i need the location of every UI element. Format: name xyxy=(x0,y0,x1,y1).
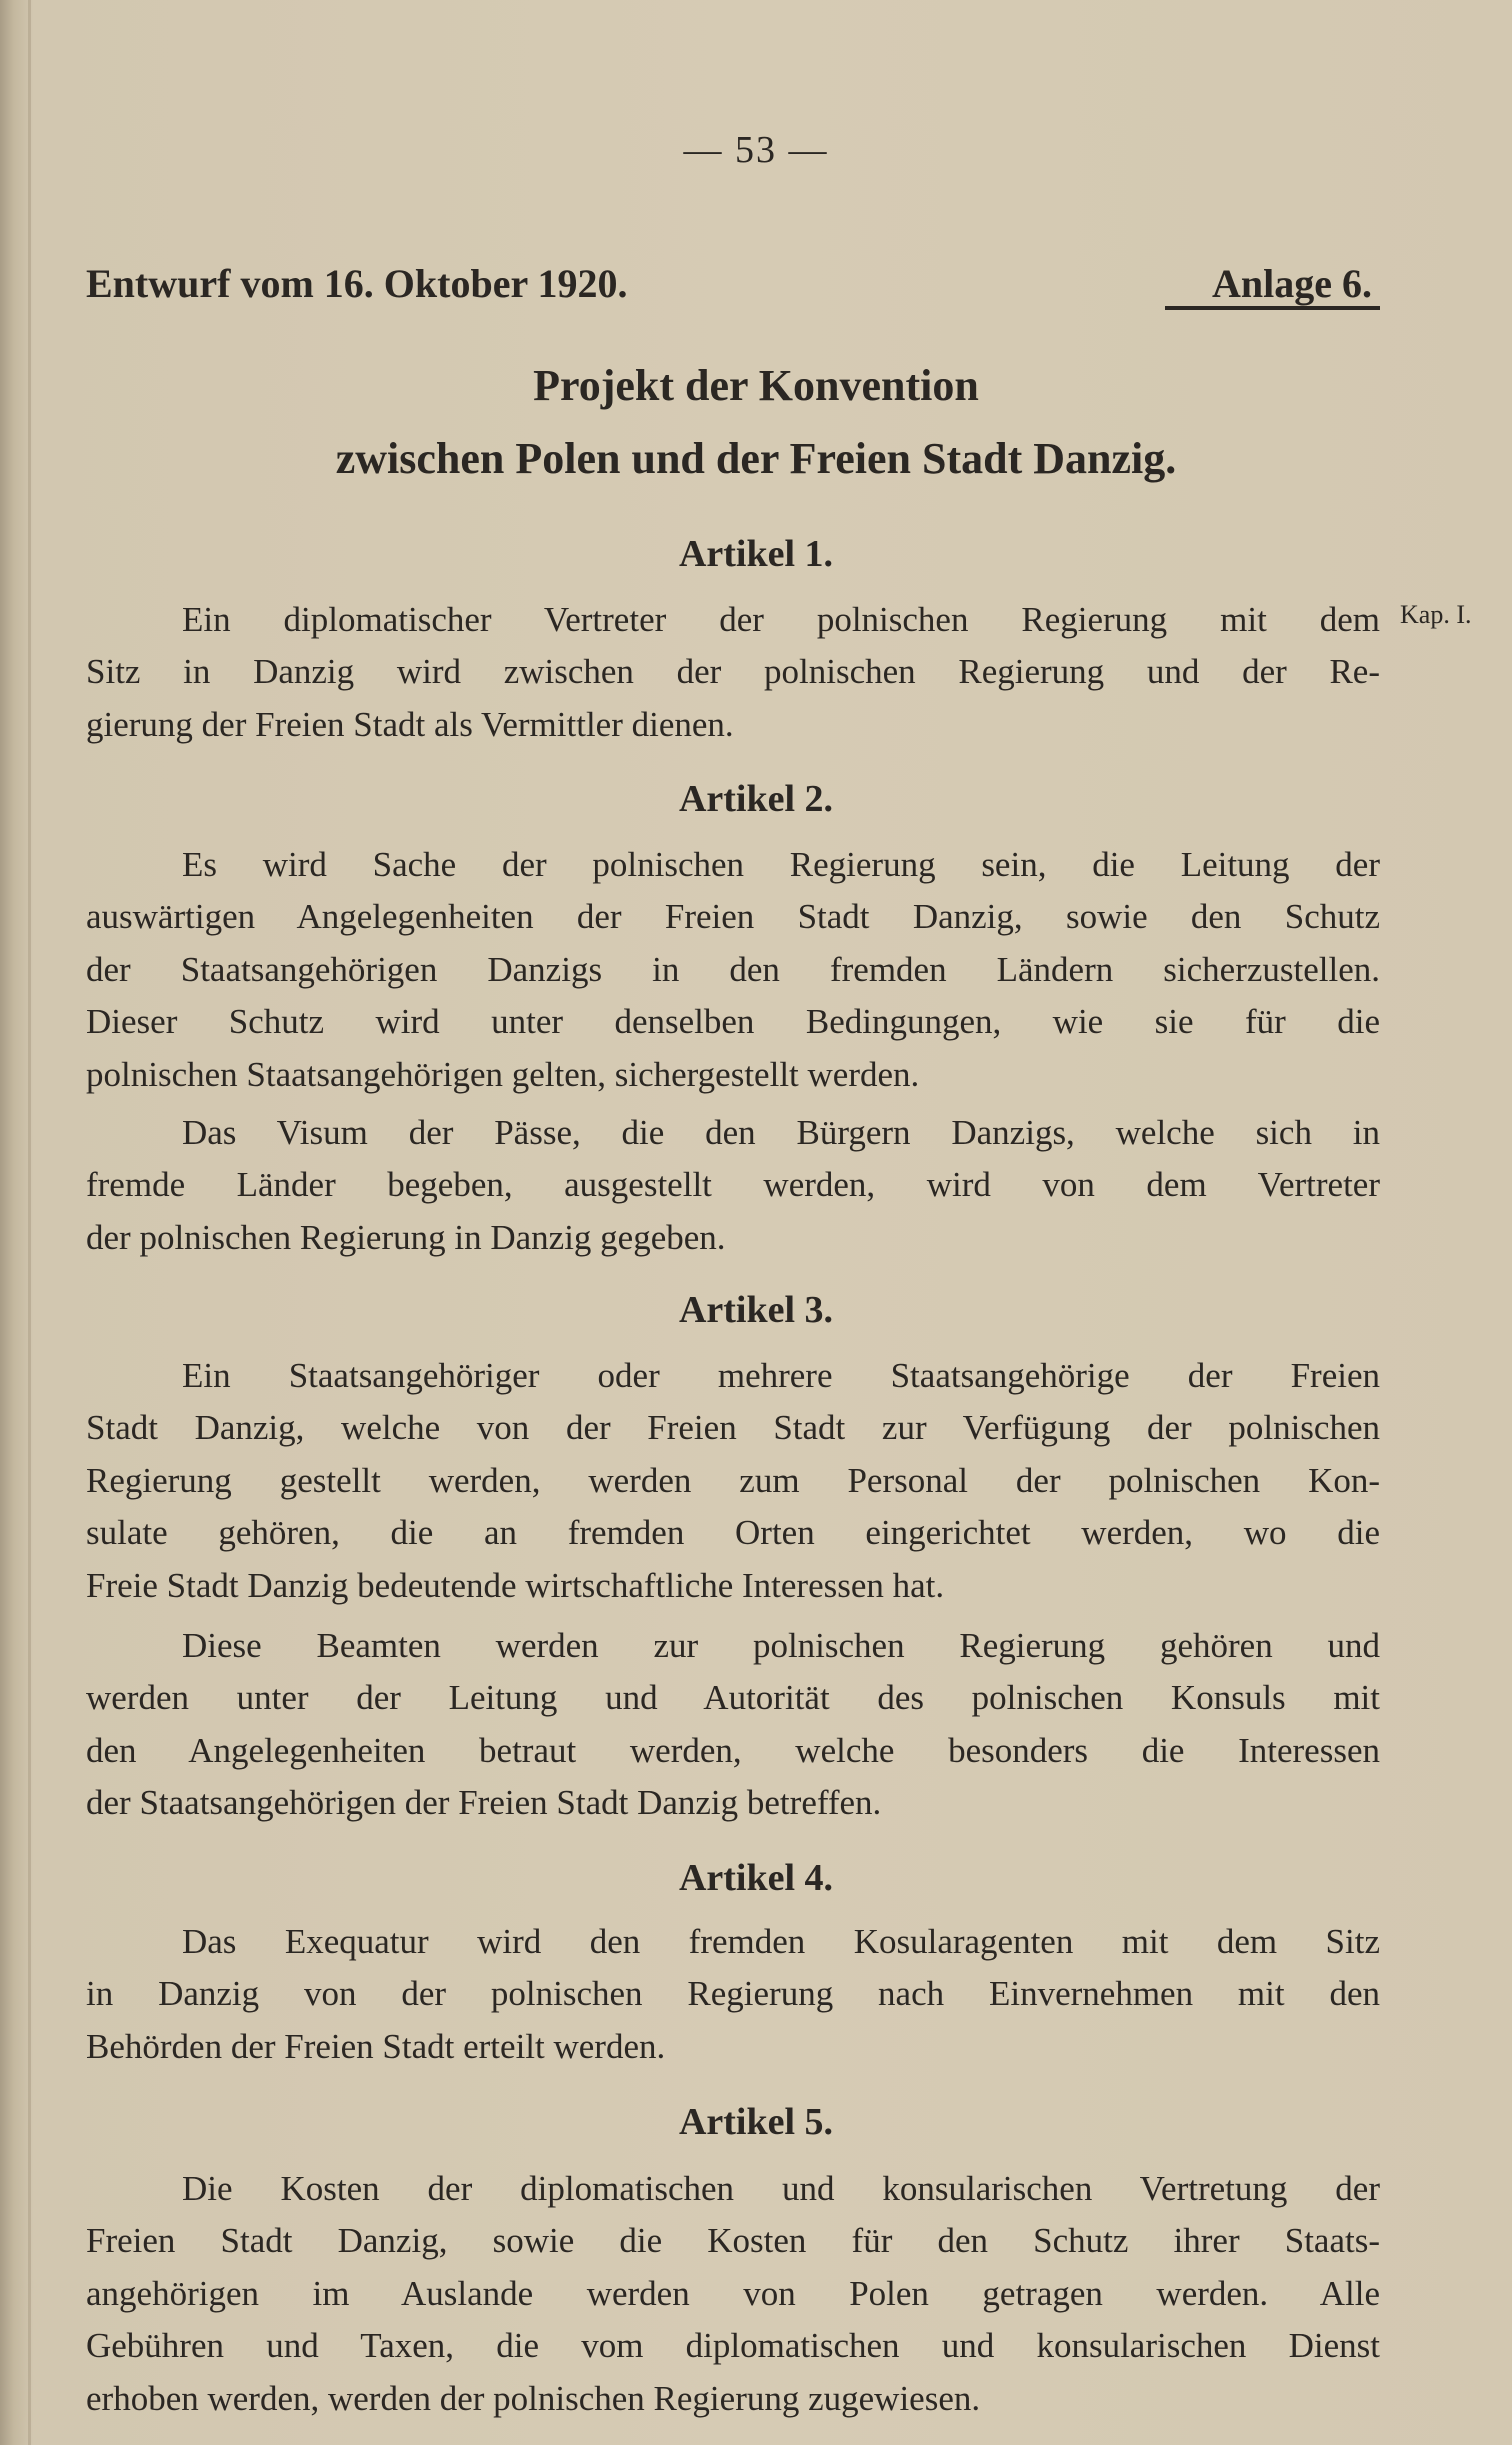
article-paragraph xyxy=(86,1350,1380,1612)
article-heading: Artikel 5. xyxy=(678,2101,834,2143)
text-line: Es wird Sache der polnischen Regierung sein, die Leitung der xyxy=(182,845,1380,884)
article-paragraph xyxy=(86,1107,1380,1264)
text-line: Ein diplomatischer Vertreter der polnischen Regierung mit dem xyxy=(182,600,1380,639)
text-line: der Staatsangehörigen Danzigs in den fremden Ländern sicherzustellen. xyxy=(86,949,1380,989)
text-line: Sitz in Danzig wird zwischen der polnischen Regierung und der Re- xyxy=(86,652,1380,692)
article-heading: Artikel 2. xyxy=(678,778,834,820)
text-line: Gebühren und Taxen, die vom diplomatischen und konsularischen Dienst xyxy=(86,2326,1380,2366)
article-heading: Artikel 1. xyxy=(678,533,834,575)
text-line: Ein Staatsangehöriger oder mehrere Staatsangehörige der Freien xyxy=(182,1356,1380,1395)
text-line: Freie Stadt Danzig bedeutende wirtschaftliche Interessen hat. xyxy=(86,1565,945,1605)
text-line: Regierung gestellt werden, werden zum Personal der polnischen Kon- xyxy=(86,1460,1380,1500)
document-title-line-2: zwischen Polen und der Freien Stadt Danzig. xyxy=(335,434,1177,483)
article-paragraph xyxy=(86,1620,1380,1830)
text-line: den Angelegenheiten betraut werden, welche besonders die Interessen xyxy=(86,1730,1380,1770)
text-line: polnischen Staatsangehörigen gelten, sichergestellt werden. xyxy=(86,1054,920,1094)
page-number: — 53 — xyxy=(683,129,829,171)
text-line: fremde Länder begeben, ausgestellt werden, wird von dem Vertreter xyxy=(86,1165,1380,1205)
margin-note: Kap. I. xyxy=(1400,600,1472,629)
text-line: werden unter der Leitung und Autorität des polnischen Konsuls mit xyxy=(86,1678,1380,1718)
annex-underline xyxy=(1165,306,1380,310)
text-line: Freien Stadt Danzig, sowie die Kosten für den Schutz ihrer Staats- xyxy=(86,2221,1380,2261)
text-line: Stadt Danzig, welche von der Freien Stadt zur Verfügung der polnischen xyxy=(86,1408,1380,1448)
article-paragraph xyxy=(86,594,1380,751)
article-heading: Artikel 3. xyxy=(678,1289,834,1331)
text-line: Dieser Schutz wird unter denselben Bedingungen, wie sie für die xyxy=(86,1002,1380,1042)
text-line: in Danzig von der polnischen Regierung nach Einvernehmen mit den xyxy=(86,1974,1380,2014)
text-line: Die Kosten der diplomatischen und konsularischen Vertretung der xyxy=(182,2169,1380,2208)
text-line: erhoben werden, werden der polnischen Regierung zugewiesen. xyxy=(86,2378,981,2418)
article-paragraph xyxy=(86,2163,1380,2425)
text-line: Das Visum der Pässe, die den Bürgern Danzigs, welche sich in xyxy=(182,1113,1380,1152)
text-line: der polnischen Regierung in Danzig gegeben. xyxy=(86,1217,726,1257)
text-line: gierung der Freien Stadt als Vermittler dienen. xyxy=(86,704,734,744)
draft-date-header: Entwurf vom 16. Oktober 1920. xyxy=(86,261,628,306)
text-line: auswärtigen Angelegenheiten der Freien Stadt Danzig, sowie den Schutz xyxy=(86,897,1380,937)
text-line: der Staatsangehörigen der Freien Stadt Danzig betreffen. xyxy=(86,1783,882,1823)
article-heading: Artikel 4. xyxy=(678,1857,834,1899)
article-paragraph xyxy=(86,1916,1380,2073)
text-line: Diese Beamten werden zur polnischen Regierung gehören und xyxy=(182,1626,1380,1665)
document-title-line-1: Projekt der Konvention xyxy=(533,361,979,410)
annex-label: Anlage 6. xyxy=(1212,261,1372,306)
text-line: sulate gehören, die an fremden Orten eingerichtet werden, wo die xyxy=(86,1513,1380,1553)
article-paragraph xyxy=(86,839,1380,1101)
text-line: Das Exequatur wird den fremden Kosularagenten mit dem Sitz xyxy=(182,1922,1380,1961)
text-line: angehörigen im Auslande werden von Polen getragen werden. Alle xyxy=(86,2273,1380,2313)
text-line: Behörden der Freien Stadt erteilt werden. xyxy=(86,2026,666,2066)
